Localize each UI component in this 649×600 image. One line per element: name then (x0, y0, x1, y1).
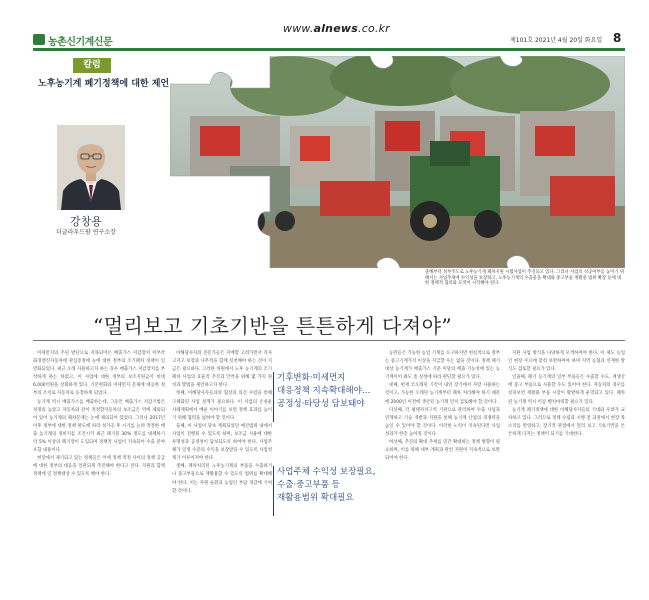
author-portrait (57, 125, 125, 210)
pull-quote-1: 기후변화·미세먼지 대응정책 지속확대해야… 공정성·타당성 담보돼야 (277, 373, 371, 409)
headline: “멀리보고 기초기반을 튼튼하게 다져야” (93, 314, 453, 338)
masthead (0, 0, 649, 50)
pull-quote-bar (273, 466, 274, 516)
issue-info: 제101호 2021년 4월 20일 화요일 (510, 37, 603, 44)
paragraph: 지원 사업 방식을 다양하게 모색하여야 한다. 이 제도 농업인 현장 수요에 맞춰 보완하여야 하며 지역 농협과 연계한 방식도 검토할 필요가 있다. (508, 351, 625, 373)
column-tag: 칼럼 (73, 58, 111, 73)
masthead-rule (33, 48, 625, 51)
author-name: 강창용 (70, 215, 102, 228)
paragraph: 이해당사자의 전문가들은 지배할 고려가면서 직사 고지고 보장과 나무적을 함께 실천해야 하는 것이 지금은 필요하다. 그러한 차원에서 노후 농기계의 조기 폐차 사업의 효율적 추진과 안착을 위해 몇 가지 원칙과 방법을 제언하고자 한다. (172, 351, 272, 389)
paragraph: 넷째, 현재 코오래된 기간이 내연 장기에서 자랑 사용하는 것이고, 가능한 오래된 농기계부터 폐차 처리해야 하기 때문에 2000년 이전에 생산된 농기계 먼저 검토해야 할 것이다. (385, 383, 500, 405)
paragraph: 둘째, 이 사업이 당초 계획되었던 예산범위 내에서 사업이 진행될 수 있도록 하며, 보조금 사용에 대한 투명성과 공정성이 담보되도록 하여야 한다. 사업주체가 일정 수준의 수익을 보장받을 수 있도록 사업설계가 이루어져야 한다. (172, 423, 272, 462)
page-number: 8 (613, 31, 622, 45)
headline-rule (33, 340, 625, 341)
body-column-4 (508, 350, 625, 596)
photo-caption: 올해부터 정부주도로 노후농기계 폐차지원 시범사업이 추진되고 있다. 그러나 사업의 성공여부를 높이기 위해서는 사업추제에 수익성을 보장하고, 노후농기계의 수출물을 확대와 중고부품 재활용 범위 확장 등에 대한 정책적 협의와 모색이 시작해야 된다. (425, 270, 625, 287)
paragraph: 여섯째, 추진의 확대 추세를 연간 확대하는 정책 방향이 필요하며, 이를 위해 세부 계획과 관련 지원이 지속적으로 보완되어야 한다. (385, 440, 500, 462)
paragraph: 다섯째, 각 평택자치구역 기관으로 관리하여 수출 사업과 연계하고 기술 개발과 지원을 통해 농기계 산업의 경쟁력을 높일 수 있어야 할 것이다. 이러한 노력이 지속된다면 사업 성과가 한층 높아질 것이다. (385, 407, 500, 437)
paragraph: 첫째, 이해당사자들과의 협상과 의견 수렴을 통해 구체화된 사업 설계가 필요하다. 이 사업의 손쉬운 사례계획에서 배운 이야기를 보면 정책 효과를 높이기 위해 협력을 넓혀야 할 것이다. (172, 391, 272, 421)
paragraph: 현장에서 제기되고 있는 정책들은 이에 정책 적정 사이의 정책 공급에 대한 정부의 대응을 일관되게 추진해야 한다고 본다. 지원과 함께 정책에 일 정책대상 수 있도록 해야 한다. (33, 456, 165, 478)
body-column-3 (385, 350, 500, 596)
paragraph: 미세먼지의 주된 발단으로 지목되어온 배출가스 저감장치 미부착 화경엔진자동차에 관심증정에 눈에 대한 정부의 조기폐차 정책이 일반화되었다. 최근 오래 사용하고자 하는 경우 배출가스 저감장치를 부착하게 하는 하였고, 이 사업에 대한 정부의 보조지원금이 비대 6,000억원을 상회하게 있다. 기본변화와 미세먼지 문제에 대응한 정부의 조치로 자동차로 등장하게 되었다. (33, 351, 165, 397)
paragraph: 셋째, 폐차처리된 노후농기계의 부품을 수출하거나 중고부품으로 재활용할 수 있도록 범위를 확대해야 한다. 이는 자원 순환과 농업인 부담 경감에 기여할 것이다. (172, 464, 272, 494)
paragraph: 일곱째, 폐기 농기계의 일부 부품들은 수출할 수도, 재생산에 중고 부품으로 사용할 수도 있어야 한다. 자동차의 경우를 살펴보면 재활용 부품 시장이 활발하게 운영되고 있다. 폐차된 농기계 역시 이를 벤치마킹할 필요가 있다. (508, 375, 625, 405)
site-url: www.alnews.co.kr (283, 22, 390, 35)
column-title: 노후농기계 폐기정책에 대한 제언 (38, 79, 170, 89)
newspaper-logo: 농촌신기계신문 (48, 37, 113, 48)
farm-machinery-photo (170, 56, 625, 268)
paragraph: 농기계 폐기정책에 대한 이해당사자들의 기대와 우려가 교차하고 있다. 그러므로 정책 수립과 시행 전 과정에서 현장 목소리를 반영하고, 장기적 관점에서 멀리 보고 기초기반을 튼튼하게 다지는 정책이 되기를 기대한다. (508, 407, 625, 437)
paragraph: 농민들은 가능한 농업 기계를 요구하지만 현실적으로 정부는 중고기계가격 이상을 지급할 수는 없을 것이다. 정책 폐기대상 농기계가 배출가스 기준 미달의 배출 기능성에 있는 농기계이어 봐도 좀 실정에 따라 판단할 필요가 있다. (385, 351, 500, 381)
body-column-1 (33, 350, 165, 480)
author-title: 더글라우드팜 연구소장 (56, 229, 116, 236)
paragraph: 농기계 역시 배출가스를 배출하는데, 그동안 배출가스 저감기법은 성정의 높았고 자동차와 같이 적정할자동차의 보조금은 역에 제외되어 있어 농기계의 폐차문제는 논에 제외되어 있었다. 그러나 2017년 이후 정부에 대한 정책 판도에 따라 성가공 후 시기를 늘려 적정한 배출 농기계의 정비지를 조건시키 최근 폐기물 30% 정도를 대체하기 약 5% 이상의 폐기장이 도입되며 정책적 사업이 지속되어 수출 분야 포함 내용이다. (33, 399, 165, 454)
pull-quote-2: 사업주체 수익성 보장필요, 수출·중고부품 등 재활용범위 확대필요 (277, 467, 376, 503)
logo-icon (33, 34, 45, 45)
body-column-2 (172, 350, 272, 596)
pull-quote-bar (273, 372, 274, 422)
